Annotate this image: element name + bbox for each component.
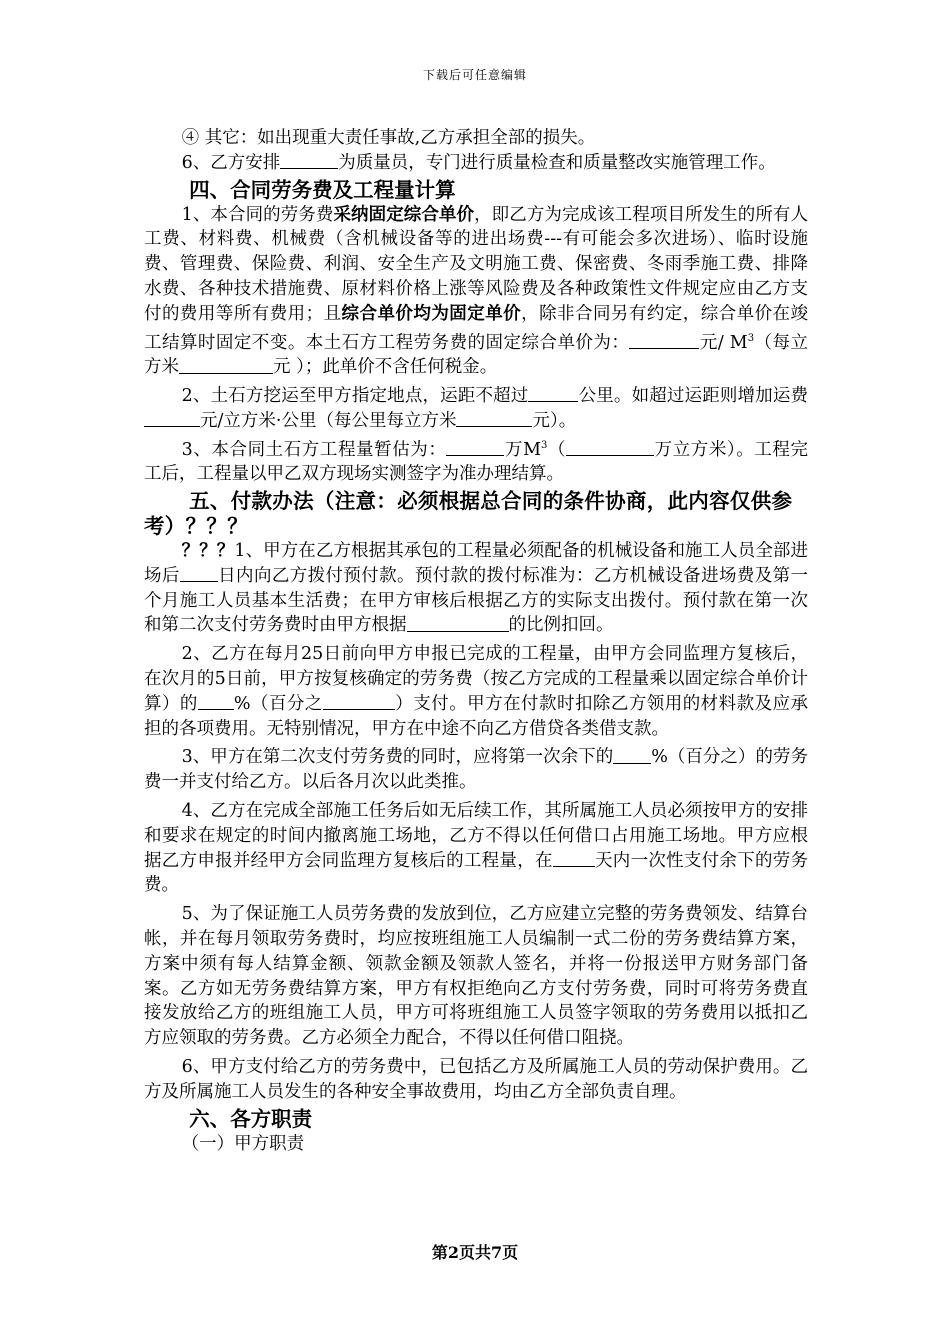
text: 2、土石方挖运至甲方指定地点，运距不超过: [181, 386, 529, 406]
text: ）支付。甲方在付款时扣除乙方领用的材料款及应承担的各项费用。无特别情况，甲方在中途不向乙方借贷各类借支款。: [144, 693, 808, 739]
blank-line: [456, 410, 532, 427]
blank-line: [566, 439, 654, 456]
text: 元/ M: [699, 332, 748, 353]
section-heading-5: 五、付款办法（注意：必须根据总合同的条件协商，此内容仅供参考）？？？: [144, 489, 793, 539]
text: 6、乙方安排: [181, 152, 281, 173]
blank-line: [144, 410, 200, 427]
paragraph-quantity: [144, 434, 808, 487]
text: 的比例扣回。: [508, 615, 614, 636]
text: （: [547, 439, 567, 460]
text: 元/立方米·公里（每公里每立方米: [200, 410, 457, 431]
text: ，除非合同另有约定，综合单价在竣工结算时固定不变。本土石方工程劳务费的固定综合单价为：: [144, 303, 809, 353]
blank-line: [446, 439, 504, 456]
text: 万立方米）。工程完工后，工程量以甲乙双方现场实测签字为准办理结算。: [144, 439, 808, 485]
text: %（百分之: [233, 693, 323, 714]
text: 3、甲方在第二次支付劳务费的同时，应将第一次余下的: [181, 747, 614, 768]
paragraph-distance: [144, 384, 808, 434]
blank-line: [323, 693, 395, 710]
paragraph-other: [144, 126, 808, 151]
paragraph-quality-officer: [144, 151, 808, 176]
superscript: 3: [541, 439, 548, 451]
blank-line: [180, 565, 218, 582]
section-heading-6: 六、各方职责: [189, 1106, 313, 1131]
paragraph-labor-protection: 6、甲方支付给乙方的劳务费中，已包括乙方及所属施工人员的劳动保护费用。乙方及所属施工人员发生的各种安全事故费用，均由乙方全部负责自理。: [144, 1056, 808, 1102]
text: 为质量员，专门进行质量检查和质量整改实施管理工作。: [338, 152, 776, 173]
text: 2、乙方在每月25日前向甲方申报已完成的工程量，由甲方会同监理方复核后，在次月的5日前，甲方按复核确定的劳务费（按乙方完成的工程量乘以固定综合单价计算）的: [144, 644, 808, 714]
text: 天内一次性支付余下的劳务费。: [144, 850, 809, 896]
page-number: 第2页共7页: [431, 1243, 519, 1262]
blank-line: [613, 747, 651, 764]
text: ④ 其它：如出现重大责任事故,乙方承担全部的损失。: [181, 128, 596, 148]
paragraph-final-payment: [144, 799, 808, 898]
blank-line: [280, 152, 338, 169]
blank-line: [179, 357, 273, 374]
text: （每立方米: [144, 332, 808, 378]
text: 元 ）；此单价不含任何税金。: [273, 357, 498, 378]
paragraph-monthly-payment: [144, 642, 808, 741]
text: ，即乙方为完成该工程项目所发生的所有人工费、材料费、机械费（含机械设备等的进出场费---有可能会多次进场）、临时设施费、管理费、保险费、利润、安全生产及文明施工费、保密费、冬雨季施工费、排降水费、各种技术措施费、原材料价格上涨等风险费及各种政策性文件规定应由乙方支付的费用等所有费用；且: [144, 204, 808, 324]
section-heading-4: 四、合同劳务费及工程量计算: [189, 177, 456, 202]
text: 万M: [504, 439, 542, 460]
bold-text: 采纳固定综合单价: [333, 204, 475, 225]
bold-text: 综合单价均为固定单价: [341, 303, 522, 324]
blank-line: [198, 693, 234, 710]
text: 1、本合同的劳务费: [181, 204, 334, 225]
text: 元）。: [532, 410, 577, 431]
text: 3、本合同土石方工程量暂估为：: [181, 439, 447, 460]
paragraph-settlement: 5、为了保证施工人员劳务费的发放到位，乙方应建立完整的劳务费领发、结算台帐，并在每月领取劳务费时，均应按班组施工人员编制一式二份的劳务费结算方案，方案中须有每人结算金额、领款金额及领款人签名，并将一份报送甲方财务部门备案。乙方如无劳务费结算方案，甲方有权拒绝向乙方支付劳务费，同时可将劳务费直接发放给乙方的班组施工人员，甲方可将班组施工人员签字领取的劳务费用以抵扣乙方应领取的劳务费。乙方必须全力配合，不得以任何借口阻挠。: [144, 904, 808, 1049]
text: 1、甲方在乙方根据其承包的工程量必须配备的机械设备和施工人员全部进场后: [144, 541, 808, 586]
paragraph-unit-price: [144, 203, 808, 380]
page-header-note: 下载后可任意编辑: [422, 68, 527, 82]
superscript: 3: [747, 332, 755, 344]
text: 4、乙方在完成全部施工任务后如无后续工作，其所属施工人员必须按甲方的安排和要求在规定的时间内撤离施工场地，乙方不得以任何借口占用施工场地。甲方应根据乙方申报并经甲方会同监理方复核后的工程量，在: [144, 800, 808, 871]
blank-line: [629, 332, 699, 349]
paragraph-second-payment: [144, 745, 808, 795]
text: 公里。如超过运距则增加运费: [578, 386, 808, 406]
blank-line: [553, 850, 595, 867]
blank-line: [407, 615, 509, 632]
subsection-party-a: （一）甲方职责: [181, 1133, 305, 1154]
bold-text: ？？？: [181, 541, 235, 562]
text: 日内向乙方拨付预付款。预付款的拨付标准为：乙方机械设备进场费及第一个月施工人员基本生活费；在甲方审核后根据乙方的实际支出拨付。预付款在第一次和第二次支付劳务费时由甲方根据: [144, 565, 809, 636]
blank-line: [528, 386, 578, 403]
document-body: [144, 126, 808, 1156]
paragraph-advance-payment: [144, 539, 808, 638]
text: %（百分之）的劳务费一并支付给乙方。以后各月次以此类推。: [144, 747, 808, 793]
